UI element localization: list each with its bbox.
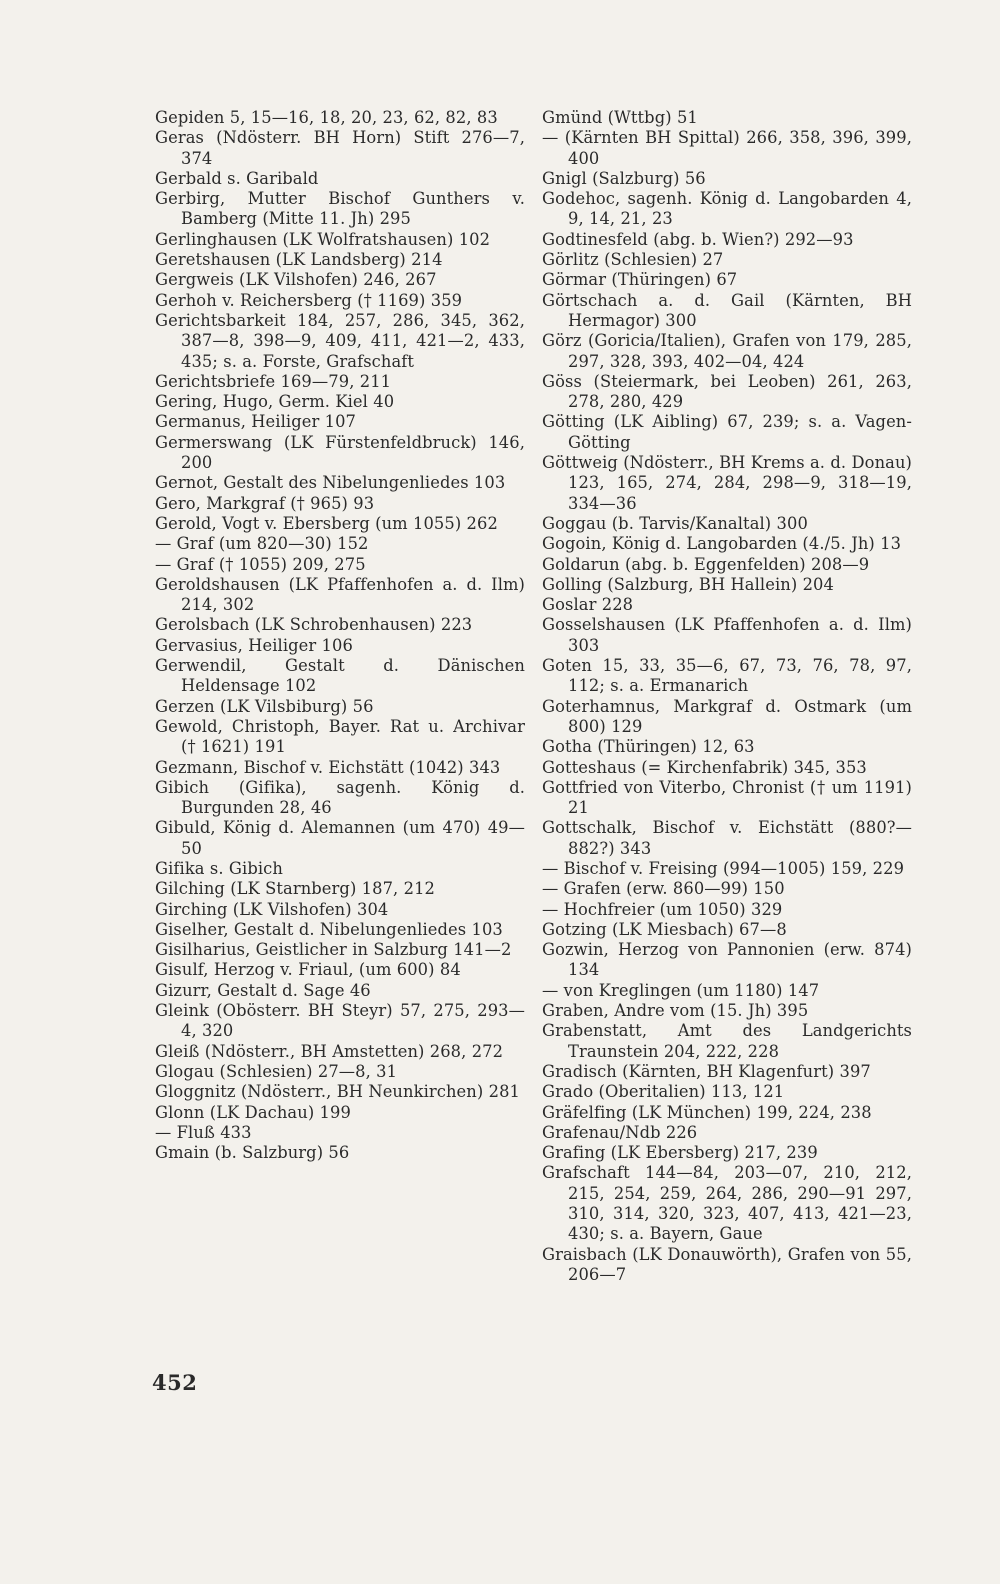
- index-entry: Gerbald s. Garibald: [155, 168, 319, 188]
- index-entry: — (Kärnten BH Spittal) 266, 358, 396, 399, 400: [542, 128, 912, 168]
- index-entry: Gepiden 5, 15—16, 18, 20, 23, 62, 82, 83: [155, 108, 498, 127]
- index-entry: Giselher, Gestalt d. Nibelungenliedes 103: [155, 919, 503, 939]
- index-entry: — Grafen (erw. 860—99) 150: [542, 879, 785, 899]
- index-entry: Gilching (LK Starnberg) 187, 212: [155, 879, 435, 899]
- index-entry: Gezmann, Bischof v. Eichstätt (1042) 343: [155, 757, 501, 777]
- index-entry: Geroldshausen (LK Pfaffenhofen a. d. Ilm) 214, 302: [155, 574, 525, 615]
- index-entry: Görmar (Thüringen) 67: [542, 270, 738, 290]
- index-entry: Godehoc, sagenh. König d. Langobarden 4, 9, 14, 21, 23: [542, 189, 912, 229]
- index-entry: Gräfelfing (LK München) 199, 224, 238: [542, 1102, 872, 1122]
- index-entry: Gerold, Vogt v. Ebersberg (um 1055) 262: [155, 513, 498, 533]
- index-entry: Geretshausen (LK Landsberg) 214: [155, 250, 443, 270]
- index-entry: Gerbirg, Mutter Bischof Gunthers v. Bamberg (Mitte 11. Jh) 295: [155, 189, 525, 229]
- index-entry: — von Kreglingen (um 1180) 147: [542, 980, 820, 1000]
- index-entry: Gerichtsbriefe 169—79, 211: [155, 371, 392, 391]
- index-entry: Goldarun (abg. b. Eggenfelden) 208—9: [542, 554, 870, 574]
- index-entry: — Fluß 433: [155, 1122, 252, 1142]
- index-entry: Gervasius, Heiliger 106: [155, 635, 353, 655]
- index-entry: Gnigl (Salzburg) 56: [542, 168, 706, 188]
- index-entry: Gottschalk, Bischof v. Eichstätt (880?—882?) 343: [542, 818, 912, 858]
- index-entry: Gozwin, Herzog von Pannonien (erw. 874) 134: [542, 940, 912, 980]
- index-entry: Görlitz (Schlesien) 27: [542, 250, 724, 270]
- index-entry: Glonn (LK Dachau) 199: [155, 1102, 351, 1122]
- index-entry: Gerwendil, Gestalt d. Dänischen Heldensage 102: [155, 656, 525, 696]
- index-entry: Grado (Oberitalien) 113, 121: [542, 1082, 785, 1102]
- index-entry: Grafing (LK Ebersberg) 217, 239: [542, 1143, 818, 1163]
- index-entry: Gotha (Thüringen) 12, 63: [542, 737, 755, 757]
- index-entry: Gogoin, König d. Langobarden (4./5. Jh) 13: [542, 534, 902, 554]
- index-entry: Görz (Goricia/Italien), Grafen von 179, 285, 297, 328, 393, 402—04, 424: [542, 331, 912, 371]
- index-entry: Gewold, Christoph, Bayer. Rat u. Archivar († 1621) 191: [155, 716, 525, 757]
- index-entry: Gisulf, Herzog v. Friaul, (um 600) 84: [155, 960, 461, 980]
- index-entry: Geras (Ndösterr. BH Horn) Stift 276—7, 374: [155, 128, 525, 168]
- index-entry: Gerlinghausen (LK Wolfratshausen) 102: [155, 229, 491, 249]
- index-entry: Gloggnitz (Ndösterr., BH Neunkirchen) 281: [155, 1082, 520, 1102]
- index-entry: Görtschach a. d. Gail (Kärnten, BH Hermagor) 300: [542, 290, 912, 330]
- page-number: 452: [152, 1370, 198, 1395]
- index-entry: Gradisch (Kärnten, BH Klagenfurt) 397: [542, 1061, 871, 1081]
- index-entry: Gibuld, König d. Alemannen (um 470) 49—50: [155, 818, 525, 858]
- index-entry: Grafenau/Ndb 226: [542, 1122, 698, 1142]
- index-entry: Gisilharius, Geistlicher in Salzburg 141—2: [155, 940, 512, 960]
- index-entry: Gleiß (Ndösterr., BH Amstetten) 268, 272: [155, 1041, 504, 1061]
- index-entry: Gotteshaus (= Kirchenfabrik) 345, 353: [542, 757, 867, 777]
- index-entry: Golling (Salzburg, BH Hallein) 204: [542, 574, 834, 594]
- index-entry: Gosselshausen (LK Pfaffenhofen a. d. Ilm) 303: [542, 615, 912, 655]
- index-entry: — Graf (um 820—30) 152: [155, 534, 369, 554]
- index-entry: Gmünd (Wttbg) 51: [542, 108, 698, 127]
- index-entry: Goggau (b. Tarvis/Kanaltal) 300: [542, 513, 808, 533]
- index-entry: Gernot, Gestalt des Nibelungenliedes 103: [155, 473, 506, 493]
- index-entry: Gero, Markgraf († 965) 93: [155, 493, 375, 513]
- index-entry: Gering, Hugo, Germ. Kiel 40: [155, 392, 395, 412]
- index-entry: Graben, Andre vom (15. Jh) 395: [542, 1001, 809, 1021]
- index-column-right: [542, 108, 912, 1285]
- index-entry: Grafschaft 144—84, 203—07, 210, 212, 215, 254, 259, 264, 286, 290—91 297, 310, 314, 320, 323, 407, 413, 421—23, 430; s. a. Bayern, Gaue: [542, 1163, 912, 1244]
- index-entry: Gotzing (LK Miesbach) 67—8: [542, 919, 787, 939]
- index-entry: Gerichtsbarkeit 184, 257, 286, 345, 362, 387—8, 398—9, 409, 411, 421—2, 433, 435; s. a. Forste, Grafschaft: [155, 310, 525, 371]
- index-entry: Göss (Steiermark, bei Leoben) 261, 263, 278, 280, 429: [542, 371, 912, 412]
- index-entry: — Hochfreier (um 1050) 329: [542, 899, 783, 919]
- index-entry: Gergweis (LK Vilshofen) 246, 267: [155, 270, 437, 290]
- index-entry: Grabenstatt, Amt des Landgerichts Traunstein 204, 222, 228: [542, 1021, 912, 1061]
- index-entry: Gottfried von Viterbo, Chronist († um 1191) 21: [542, 777, 912, 818]
- index-column-left: [155, 108, 525, 1163]
- index-entry: Goslar 228: [542, 595, 634, 615]
- index-entry: Gibich (Gifika), sagenh. König d. Burgunden 28, 46: [155, 777, 525, 818]
- index-entry: Graisbach (LK Donauwörth), Grafen von 55, 206—7: [542, 1244, 912, 1284]
- index-entry: Gleink (Obösterr. BH Steyr) 57, 275, 293—4, 320: [155, 1001, 525, 1041]
- index-entry: Germanus, Heiliger 107: [155, 412, 356, 432]
- index-entry: Germerswang (LK Fürstenfeldbruck) 146, 200: [155, 432, 525, 473]
- index-entry: Gerolsbach (LK Schrobenhausen) 223: [155, 615, 473, 635]
- index-entry: — Graf († 1055) 209, 275: [155, 554, 366, 574]
- index-entry: Glogau (Schlesien) 27—8, 31: [155, 1061, 398, 1081]
- index-entry: Götting (LK Aibling) 67, 239; s. a. Vagen-Götting: [542, 412, 912, 452]
- index-entry: Goterhamnus, Markgraf d. Ostmark (um 800) 129: [542, 696, 912, 736]
- index-entry: Gmain (b. Salzburg) 56: [155, 1143, 350, 1163]
- index-entry: Gifika s. Gibich: [155, 858, 283, 878]
- index-entry: Gerhoh v. Reichersberg († 1169) 359: [155, 290, 463, 310]
- index-entry: Girching (LK Vilshofen) 304: [155, 899, 389, 919]
- index-entry: Godtinesfeld (abg. b. Wien?) 292—93: [542, 229, 854, 249]
- index-entry: Goten 15, 33, 35—6, 67, 73, 76, 78, 97, 112; s. a. Ermanarich: [542, 656, 912, 696]
- index-entry: Gizurr, Gestalt d. Sage 46: [155, 980, 371, 1000]
- index-entry: Göttweig (Ndösterr., BH Krems a. d. Donau) 123, 165, 274, 284, 298—9, 318—19, 334—36: [542, 453, 912, 513]
- index-entry: — Bischof v. Freising (994—1005) 159, 229: [542, 858, 905, 878]
- index-entry: Gerzen (LK Vilsbiburg) 56: [155, 696, 374, 716]
